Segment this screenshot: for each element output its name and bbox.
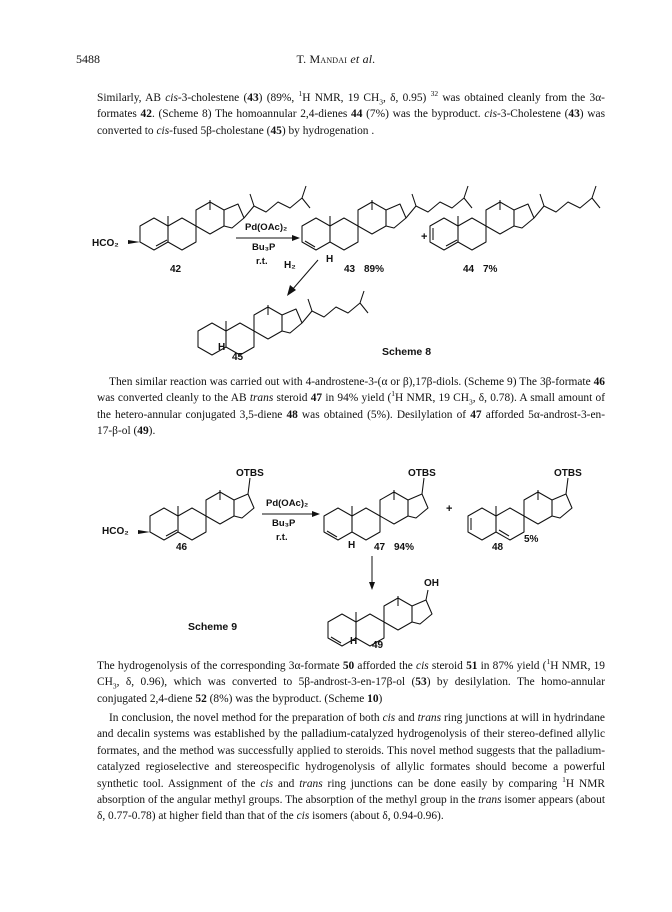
- h-label-47: H: [348, 540, 356, 551]
- compound-label-43: 43: [344, 264, 356, 275]
- hydrogenation-arrow: [292, 260, 318, 290]
- yield-43: 89%: [364, 264, 385, 275]
- hco2-label-42: HCO₂: [92, 238, 119, 249]
- reaction-arrowhead-8: [292, 235, 300, 241]
- yield-48: 5%: [524, 534, 539, 545]
- h-label-49: H: [350, 636, 358, 647]
- desilylation-arrowhead: [369, 582, 375, 590]
- compound-43: [302, 186, 472, 250]
- running-head-author: Mandai: [309, 52, 348, 66]
- reaction-arrowhead-9: [312, 511, 320, 517]
- oh-label-49: OH: [424, 578, 439, 589]
- paragraph-3: The hydrogenolysis of the corresponding 3α-formate 50 afforded the cis steroid 51 in 87% yield ($^1$H NMR, 19 $CH_3$, δ, 0.96), which was converted to 5β-androst-3-en-17β-ol (53) by desilylation. The homo-annular conjugated 2,4-diene 52 (8%) was the byproduct. (Scheme 10): [97, 657, 606, 705]
- compound-label-48: 48: [492, 542, 504, 553]
- h-label-45: H: [218, 342, 226, 353]
- scheme-9: [0, 452, 672, 652]
- h2-label: H₂: [284, 260, 296, 271]
- scheme-8: [0, 150, 672, 365]
- reagent-pdoac2-8: Pd(OAc)₂: [245, 222, 288, 233]
- compound-42: [128, 186, 310, 250]
- scheme-8-drawing: [0, 150, 672, 365]
- paragraph-1: Similarly, AB cis-3-cholestene (43) (89%, $^1$H NMR, 19 $CH_3$, δ, 0.95) $^{32}$ was obtained cleanly from the 3α-formates 42. (Scheme 8) The homoannular 2,4-dienes 44 (7%) was the byproduct. cis-3-Cholestene (43) was converted to cis-fused 5β-cholestane (45) by hydrogenation .: [97, 89, 606, 137]
- compound-label-49: 49: [372, 640, 384, 651]
- paragraph-2: Then similar reaction was carried out with 4-androstene-3-(α or β),17β-diols. (Scheme 9) The 3β-formate 46 was converted cleanly to the AB trans steroid 47 in 94% yield ($^1$H NMR, 19 $CH_3$, δ, 0.78). A small amount of the hetero-annular conjugated 3,5-diene 48 was obtained (5%). Desilylation of 47 afforded 5α-androst-3-en-17-β-ol (49).: [97, 376, 605, 438]
- yield-44: 7%: [483, 264, 498, 275]
- compound-label-47: 47: [374, 542, 386, 553]
- page-number: 5488: [76, 52, 100, 66]
- reagent-rt-8: r.t.: [256, 256, 268, 267]
- scheme-9-caption: Scheme 9: [188, 621, 238, 633]
- compound-47: [324, 478, 428, 540]
- plus-sign-9: +: [446, 503, 453, 515]
- running-head-et-al: et al.: [347, 52, 376, 66]
- paragraph-4: In conclusion, the novel method for the preparation of both cis and trans ring junctions at will in hydrindane and decalin systems was established by the palladium-catalyzed hydrogenolysis of their stereo-defined allylic formates, and the method was successfully applied to steroids. This novel method suggests that the palladium-catalyzed regioselective and stereospecific hydrogenolysis of allylic formates should become a powerful synthetic tool. Assignment of the cis and trans ring junctions can be done easily by comparing $^1$H NMR absorption of the angular methyl groups. The absorption of the methyl group in the trans isomer appears (about δ, 0.77-0.78) at higher field than that of the cis isomers (about δ, 0.94-0.96).: [97, 712, 605, 823]
- reagent-bu3p-9: Bu₃P: [272, 518, 296, 529]
- reagent-pdoac2-9: Pd(OAc)₂: [266, 498, 309, 509]
- h-label-43: H: [326, 254, 334, 265]
- otbs-label-47: OTBS: [408, 468, 436, 479]
- compound-48: [468, 478, 572, 540]
- reagent-bu3p-8: Bu₃P: [252, 242, 276, 253]
- otbs-label-48: OTBS: [554, 468, 582, 479]
- compound-49: [328, 590, 432, 646]
- compound-46: [138, 478, 254, 540]
- yield-47: 94%: [394, 542, 415, 553]
- plus-sign-8: +: [421, 231, 428, 243]
- compound-44: [430, 186, 600, 250]
- scheme-8-caption: Scheme 8: [382, 346, 432, 358]
- reagent-rt-9: r.t.: [276, 532, 288, 543]
- hco2-label-46: HCO₂: [102, 526, 129, 537]
- compound-label-45: 45: [232, 352, 244, 363]
- compound-label-44: 44: [463, 264, 475, 275]
- scheme-9-drawing: [0, 452, 672, 652]
- otbs-label-46: OTBS: [236, 468, 264, 479]
- running-head-prefix: T.: [296, 52, 310, 66]
- compound-label-42: 42: [170, 264, 182, 275]
- compound-label-46: 46: [176, 542, 188, 553]
- running-head: [0, 52, 672, 67]
